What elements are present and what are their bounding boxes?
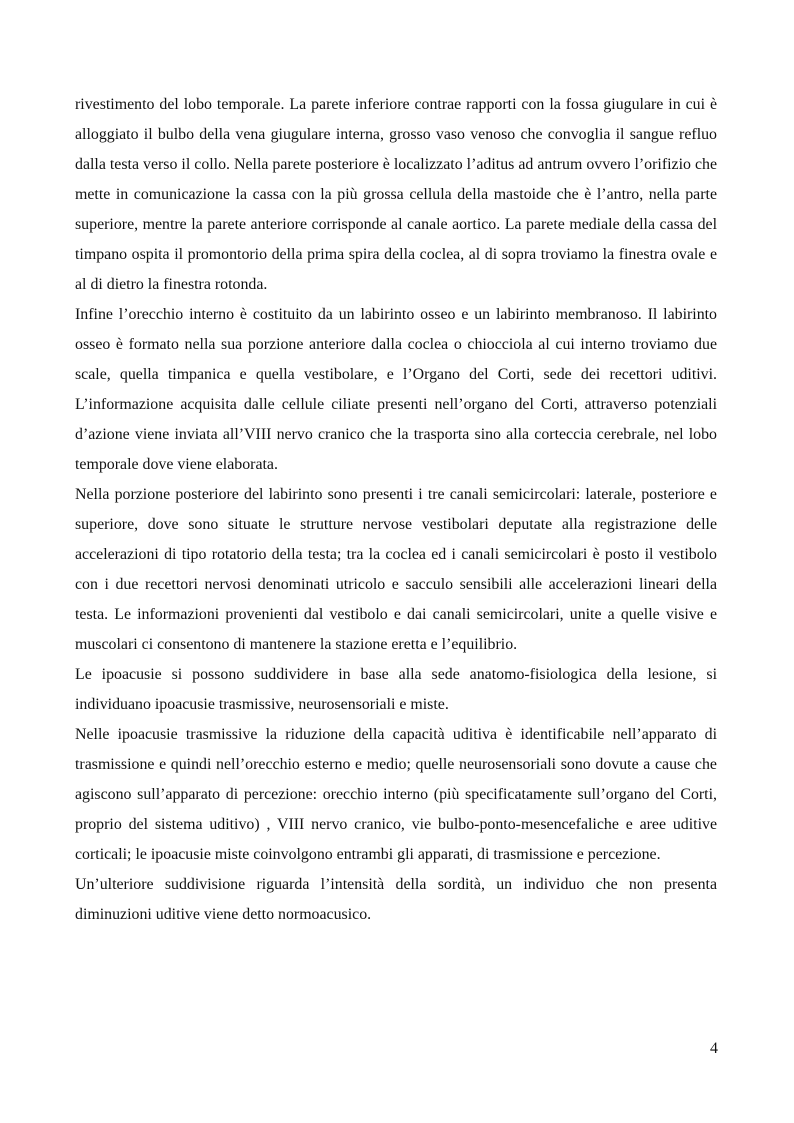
paragraph-severity-classification: Un’ulteriore suddivisione riguarda l’intensità della sordità, un individuo che non presenta diminuzioni uditive viene detto normoacusico. [75,876,717,923]
paragraph-hearing-loss-types: Le ipoacusie si possono suddividere in base alla sede anatomo-fisiologica della lesione, si individuano ipoacusie trasmissive, neurosensoriali e miste. [75,666,717,713]
page-number: 4 [710,1040,718,1057]
document-body [75,90,717,930]
paragraph-transmissive-neurosensory: Nelle ipoacusie trasmissive la riduzione della capacità uditiva è identificabile nell’apparato di trasmissione e quindi nell’orecchio esterno e medio; quelle neurosensoriali sono dovute a cause che agiscono sull’apparato di percezione: orecchio interno (più specificatamente sull’organo del Corti, proprio del sistema uditivo) , VIII nervo cranico, vie bulbo-ponto-mesencefaliche e aree uditive corticali; le ipoacusie miste coinvolgono entrambi gli apparati, di trasmissione e percezione. [75,726,717,863]
paragraph-semicircular-canals: Nella porzione posteriore del labirinto sono presenti i tre canali semicircolari: laterale, posteriore e superiore, dove sono situate le strutture nervose vestibolari deputate alla registrazione delle accelerazioni di tipo rotatorio della testa; tra la coclea ed i canali semicircolari è posto il vestibolo con i due recettori nervosi denominati utricolo e sacculo sensibili alle accelerazioni lineari della testa. Le informazioni provenienti dal vestibolo e dai canali semicircolari, unite a quelle visive e muscolari ci consentono di mantenere la stazione eretta e l’equilibrio. [75,486,717,653]
paragraph-middle-ear-walls: rivestimento del lobo temporale. La parete inferiore contrae rapporti con la fossa giugulare in cui è alloggiato il bulbo della vena giugulare interna, grosso vaso venoso che convoglia il sangue refluo dalla testa verso il collo. Nella parete posteriore è localizzato l’aditus ad antrum ovvero l’orifizio che mette in comunicazione la cassa con la più grossa cellula della mastoide che è l’antro, nella parte superiore, mentre la parete anteriore corrisponde al canale aortico. La parete mediale della cassa del timpano ospita il promontorio della prima spira della coclea, al di sopra troviamo la finestra ovale e al di dietro la finestra rotonda. [75,96,717,293]
paragraph-inner-ear: Infine l’orecchio interno è costituito da un labirinto osseo e un labirinto membranoso. Il labirinto osseo è formato nella sua porzione anteriore dalla coclea o chiocciola al cui interno troviamo due scale, quella timpanica e quella vestibolare, e l’Organo del Corti, sede dei recettori uditivi. L’informazione acquisita dalle cellule ciliate presenti nell’organo del Corti, attraverso potenziali d’azione viene inviata all’VIII nervo cranico che la trasporta sino alla corteccia cerebrale, nel lobo temporale dove viene elaborata. [75,306,717,473]
